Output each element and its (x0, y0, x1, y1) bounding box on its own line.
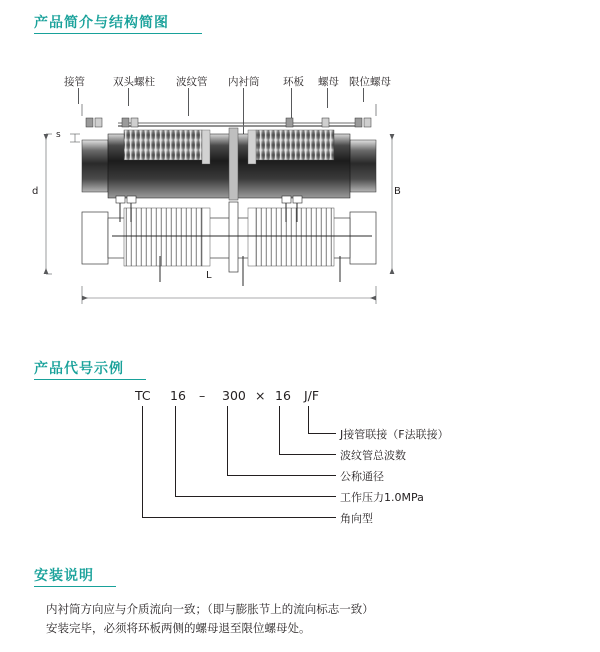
callout-label-huanban: 环板 (283, 76, 304, 88)
leader-v-waves (279, 406, 280, 454)
explanation-wave-count: 波纹管总波数 (340, 449, 406, 462)
leader-v-pressure (175, 406, 176, 496)
dimension-label-B: B (394, 186, 401, 197)
section-title-intro: 产品简介与结构简图 (34, 15, 169, 31)
callout-label-shuangtouluozhu: 双头螺柱 (113, 76, 155, 88)
code-part-jf: J/F (304, 388, 320, 403)
code-part-tc: TC (135, 388, 151, 403)
code-part-dash: – (199, 388, 206, 403)
structure-diagram (0, 48, 600, 338)
note-line-2: 安装完毕，必须将环板两侧的螺母退至限位螺母处。 (46, 621, 311, 635)
section-title-intro-underline (34, 33, 202, 34)
leader-h-jf (308, 433, 336, 434)
callout-label-bowenguan: 波纹管 (176, 76, 208, 88)
explanation-connection: J接管联接（F法联接） (340, 428, 449, 441)
callout-label-neichentong: 内衬筒 (228, 76, 260, 88)
callout-label-jieguan: 接管 (64, 76, 85, 88)
expansion-joint-drawing (0, 90, 600, 330)
leader-h-pressure (175, 496, 336, 497)
installation-notes (46, 600, 566, 638)
note-line-1: 内衬筒方向应与介质流向一致；（即与膨胀节上的流向标志一致） (46, 602, 374, 616)
leader-h-diameter (227, 475, 336, 476)
code-part-16b: 16 (275, 388, 291, 403)
code-part-times: × (255, 388, 266, 403)
section-title-install-underline (34, 586, 116, 587)
leader-v-jf (308, 406, 309, 433)
dimension-label-d: d (32, 186, 39, 197)
explanation-nominal-diameter: 公称通径 (340, 470, 384, 483)
leader-h-waves (279, 454, 336, 455)
code-part-300: 300 (222, 388, 246, 403)
section-title-install: 安装说明 (34, 568, 94, 584)
leader-v-diameter (227, 406, 228, 475)
explanation-type: 角向型 (340, 512, 373, 525)
explanation-working-pressure: 工作压力1.0MPa (340, 491, 424, 504)
dimension-label-L: L (206, 270, 212, 281)
callout-label-luomu: 螺母 (318, 76, 339, 88)
dimension-label-s: s (56, 130, 61, 140)
leader-v-type (142, 406, 143, 517)
callout-label-xianweiluomu: 限位螺母 (349, 76, 391, 88)
code-part-16a: 16 (170, 388, 186, 403)
section-title-code: 产品代号示例 (34, 361, 124, 377)
leader-h-type (142, 517, 336, 518)
product-code-diagram (0, 380, 600, 550)
